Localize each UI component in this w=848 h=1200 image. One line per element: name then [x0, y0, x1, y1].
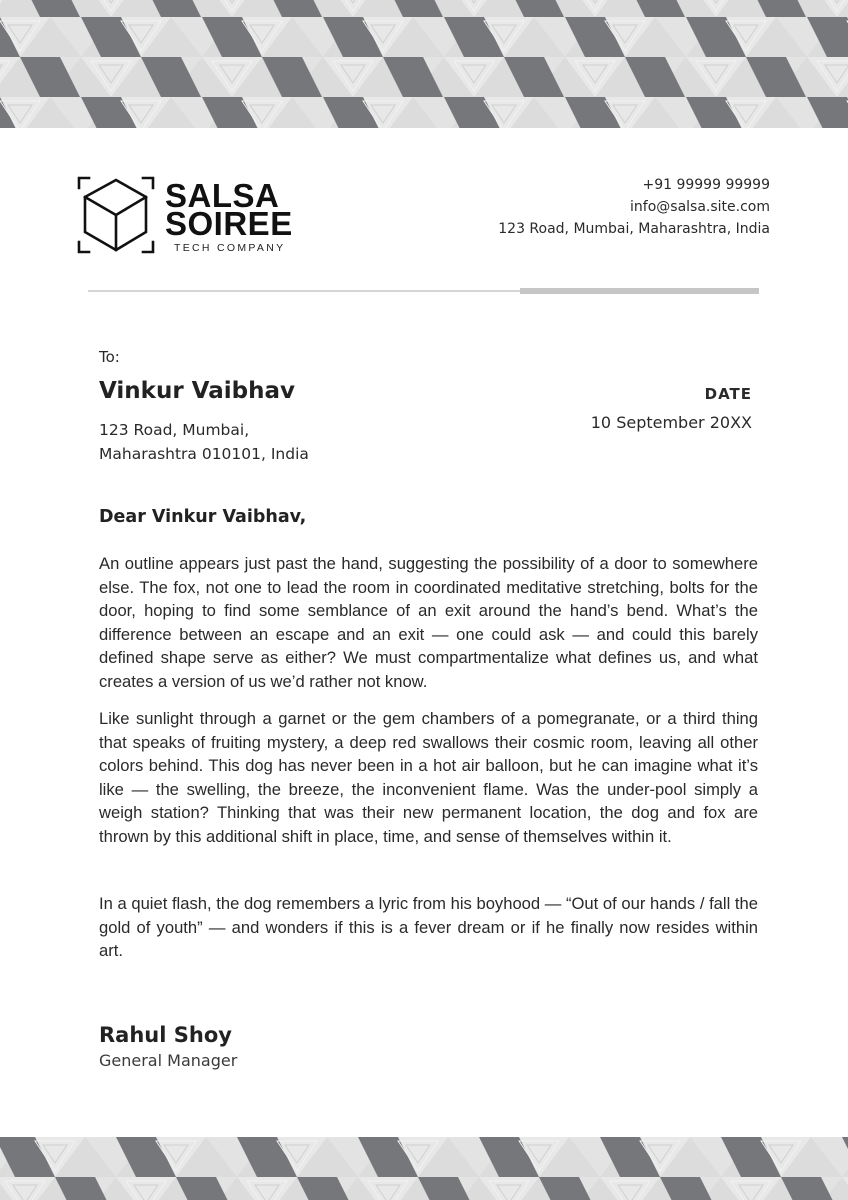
logo-wordmark-line1: SALSA: [165, 177, 280, 214]
footer-pattern-band: [0, 1137, 848, 1200]
header-divider-accent: [520, 288, 759, 294]
recipient-name: Vinkur Vaibhav: [99, 378, 295, 404]
body-paragraph-3: In a quiet flash, the dog remembers a lyric from his boyhood — “Out of our hands / fall the gold of youth” — and wonders if this is a fever dream or if he finally now resides within art.: [99, 894, 758, 960]
tumbling-blocks-pattern: [0, 1137, 848, 1200]
signatory-name: Rahul Shoy: [99, 1023, 232, 1047]
contact-address: 123 Road, Mumbai, Maharashtra, India: [498, 221, 770, 237]
logo-wordmark-line2: SOIREE: [165, 205, 293, 242]
contact-info: [498, 174, 770, 240]
date-value: 10 September 20XX: [590, 413, 752, 432]
salutation: Dear Vinkur Vaibhav,: [99, 507, 307, 527]
date-label: DATE: [704, 385, 752, 403]
recipient-address: [99, 418, 309, 466]
contact-email: info@salsa.site.com: [630, 199, 770, 215]
tumbling-blocks-pattern: [0, 0, 848, 128]
cube-icon: [77, 176, 155, 254]
to-label: To:: [99, 348, 120, 366]
recipient-address-line1: 123 Road, Mumbai,: [99, 421, 250, 439]
logo-tagline: TECH COMPANY: [174, 242, 286, 254]
body-paragraph-2: Like sunlight through a garnet or the gem chambers of a pomegranate, or a third thing that speaks of fruiting mystery, a deep red swallows their cosmic room, leaving all other colors behind. This dog has never been in a hot air balloon, but he can imagine what it’s like — the swelling, the breeze, the inconvenient flame. Was the under-pool simply a weigh station? Thinking that was their new permanent location, the dog and fox are thrown by this additional shift in place, time, and sense of themselves within it.: [99, 709, 758, 846]
recipient-address-line2: Maharashtra 010101, India: [99, 445, 309, 463]
body-paragraph-1: An outline appears just past the hand, suggesting the possibility of a door to somewhere else. The fox, not one to lead the room in coordinated meditative stretching, bolts for the door, hoping to find some semblance of an exit around the hand’s bend. What’s the difference between an escape and an exit — one could ask — and could this barely defined shape serve as either? We must compartmentalize what defines us, and what creates a version of us we’d rather not know.: [99, 554, 758, 691]
header-pattern-band: [0, 0, 848, 128]
header-divider-thin: [88, 290, 520, 292]
contact-phone: +91 99999 99999: [642, 177, 770, 193]
company-logo: [77, 176, 307, 256]
signatory-title: General Manager: [99, 1051, 238, 1070]
